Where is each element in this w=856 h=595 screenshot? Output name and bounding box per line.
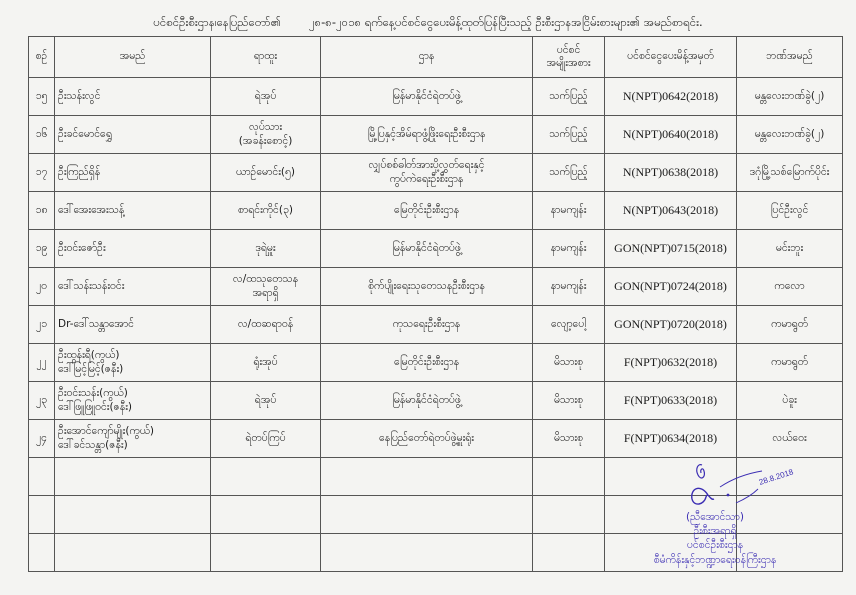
table-row xyxy=(29,192,843,230)
cell-bank xyxy=(737,192,843,230)
cell-no xyxy=(29,192,55,230)
cell-bank xyxy=(737,382,843,420)
cell-dept xyxy=(321,268,533,306)
cell-name-text: Dr-ဒေါ်သန္တာအောင် xyxy=(58,317,134,330)
cell-pension-no xyxy=(605,230,737,268)
cell-bank-text: ပဲခူး xyxy=(782,393,797,406)
signatory-title: ဦးစီးအရာရှိ xyxy=(693,525,737,538)
cell-dept-text: မြန်မာနိုင်ငံရဲတပ်ဖွဲ့ xyxy=(392,241,461,254)
signatory-dept: ပင်စင်ဦးစီးဌာန xyxy=(686,539,744,552)
signatory-name: (ညီအောင်သာ) xyxy=(686,511,744,523)
cell-rank xyxy=(211,230,321,268)
col-bank-header: ဘဏ်အမည် xyxy=(737,37,843,78)
cell-rank-text: လ/ထဆရာဝန် xyxy=(237,317,294,330)
cell-no xyxy=(29,154,55,192)
cell-name xyxy=(55,116,211,154)
cell-pension-no-text: F(NPT)0633(2018) xyxy=(623,393,718,407)
cell-no xyxy=(29,344,55,382)
cell-bank xyxy=(737,78,843,116)
col-pension-no-header: ပင်စင်ငွေပေးမိန့်အမှတ် xyxy=(605,37,737,78)
cell-dept xyxy=(321,230,533,268)
cell-name-text: ဦးထွန်းရီ(ကွယ်) xyxy=(58,349,120,362)
cell-pension-no-text: F(NPT)0634(2018) xyxy=(623,431,718,445)
cell-pension-no xyxy=(605,306,737,344)
cell-name xyxy=(55,230,211,268)
header-title: ၂၈-၈-၂၀၁၈ ရက်နေ့ပင်စင်ငွေပေးမိန့်ထုတ်ပြန်ပြီးသည့် ဦးစီးဌာနအငြိမ်းစားများ၏ အမည်စာရင်း. xyxy=(308,14,703,29)
cell-type xyxy=(533,306,605,344)
cell-pension-no-text: N(NPT)0643(2018) xyxy=(622,203,719,217)
cell-bank-text: ကမာရွတ် xyxy=(771,317,808,330)
cell-no-text: ၂၁ xyxy=(35,317,48,330)
cell-type-text: နာမကျန်း xyxy=(550,241,587,254)
table-row xyxy=(29,306,843,344)
cell-pension-no xyxy=(605,382,737,420)
cell-no xyxy=(29,420,55,458)
cell-name-text: ဦးဝင်းသန်း(ကွယ်) xyxy=(58,387,128,400)
cell-name-text: ဒေါ်အေးအေးသန့် xyxy=(58,203,125,216)
cell-no xyxy=(29,496,55,534)
cell-rank-text: စာရင်းကိုင်(၃) xyxy=(238,203,293,216)
cell-pension-no xyxy=(605,268,737,306)
cell-no xyxy=(29,306,55,344)
cell-no-text: ၁၉ xyxy=(35,241,48,254)
col-type-header xyxy=(533,37,605,78)
cell-no-text: ၁၆ xyxy=(35,127,48,140)
cell-pension-no-text: GON(NPT)0724(2018) xyxy=(614,279,727,293)
cell-name xyxy=(55,154,211,192)
cell-bank xyxy=(737,116,843,154)
cell-type-text: လျော့ပေါ့ xyxy=(550,317,587,330)
cell-name xyxy=(55,344,211,382)
cell-no xyxy=(29,268,55,306)
cell-rank xyxy=(211,344,321,382)
cell-no xyxy=(29,534,55,572)
cell-rank xyxy=(211,458,321,496)
cell-bank xyxy=(737,154,843,192)
cell-rank xyxy=(211,192,321,230)
cell-pension-no xyxy=(605,192,737,230)
cell-rank-text: ယာဉ်မောင်း(၅) xyxy=(236,165,295,178)
cell-bank-text: မန္တလေးဘဏ်ခွဲ(၂) xyxy=(754,127,825,140)
cell-dept xyxy=(321,458,533,496)
cell-bank-text: ပြင်ဦးလွင် xyxy=(770,203,809,216)
cell-type-text: မိသားစု xyxy=(553,355,584,368)
col-no-header: စဉ် xyxy=(29,37,55,78)
cell-type xyxy=(533,268,605,306)
cell-no xyxy=(29,382,55,420)
cell-dept xyxy=(321,534,533,572)
cell-rank xyxy=(211,534,321,572)
signature-block xyxy=(580,510,850,567)
cell-dept-text: မြေတိုင်းဦးစီးဌာန xyxy=(393,203,460,216)
cell-rank-text: လ/ထသုတေသန xyxy=(232,273,299,286)
cell-dept-text: မြို့ပြနှင့်အိမ်ရာဖွံ့ဖြိုးရေးဦးစီးဌာန xyxy=(367,127,486,140)
table-row xyxy=(29,268,843,306)
cell-name xyxy=(55,306,211,344)
cell-dept xyxy=(321,192,533,230)
signature-date: 28.8.2018 xyxy=(757,467,795,487)
cell-pension-no xyxy=(605,78,737,116)
cell-bank xyxy=(737,230,843,268)
cell-name xyxy=(55,382,211,420)
cell-name-text: ဒေါ်ဖြူဖြူဝင်း(ဇနီး) xyxy=(58,400,133,413)
cell-name xyxy=(55,192,211,230)
cell-no xyxy=(29,116,55,154)
cell-bank-text: မင်းဘူး xyxy=(775,241,804,254)
cell-type-text: သက်ပြည့် xyxy=(549,165,588,178)
cell-no-text: ၂၀ xyxy=(35,279,48,292)
cell-bank-text: ကလော xyxy=(774,279,805,292)
cell-dept xyxy=(321,382,533,420)
cell-bank xyxy=(737,306,843,344)
cell-name-text: ဦးဝင်းဇော်ဦး xyxy=(58,241,106,254)
cell-type-text: မိသားစု xyxy=(553,393,584,406)
cell-bank-text: လယ်ဝေး xyxy=(772,431,807,444)
cell-type xyxy=(533,154,605,192)
cell-type xyxy=(533,116,605,154)
cell-dept-text: မြေတိုင်းဦးစီးဌာန xyxy=(393,355,460,368)
cell-bank-text: မန္တလေးဘဏ်ခွဲ(၂) xyxy=(754,89,825,102)
cell-rank xyxy=(211,382,321,420)
cell-type xyxy=(533,420,605,458)
cell-dept xyxy=(321,154,533,192)
cell-name-text: ဒေါ်ခင်သန္တာ(ဇနီး) xyxy=(58,438,128,451)
cell-no xyxy=(29,458,55,496)
cell-no-text: ၂၄ xyxy=(35,431,48,444)
cell-rank-text: ရဲတပ်ကြပ် xyxy=(245,431,286,444)
cell-pension-no-text: GON(NPT)0720(2018) xyxy=(614,317,727,331)
cell-dept xyxy=(321,420,533,458)
cell-no-text: ၁၈ xyxy=(35,203,48,216)
cell-name-text: ဦးအောင်ကျော်မျိုး(ကွယ်) xyxy=(58,425,155,438)
cell-rank-text: လုပ်သား xyxy=(249,121,282,134)
cell-name xyxy=(55,268,211,306)
cell-name-text: ဦးခင်မောင်ရွှေ xyxy=(58,127,112,140)
table-row xyxy=(29,154,843,192)
table-row xyxy=(29,230,843,268)
cell-dept xyxy=(321,344,533,382)
cell-rank xyxy=(211,306,321,344)
cell-pension-no xyxy=(605,116,737,154)
cell-type xyxy=(533,344,605,382)
cell-rank-text: ရဲအုပ် xyxy=(254,393,277,406)
col-type-header-line1: ပင်စင် xyxy=(556,43,581,56)
cell-type-text: မိသားစု xyxy=(553,431,584,444)
cell-rank xyxy=(211,496,321,534)
cell-type-text: နာမကျန်း xyxy=(550,203,587,216)
cell-pension-no xyxy=(605,420,737,458)
cell-dept-text: စိုက်ပျိုးရေးသုတေသနဦးစီးဌာန xyxy=(368,279,485,292)
cell-type xyxy=(533,78,605,116)
cell-dept xyxy=(321,496,533,534)
cell-rank xyxy=(211,78,321,116)
cell-no-text: ၂၂ xyxy=(36,355,47,368)
cell-dept xyxy=(321,306,533,344)
col-rank-header: ရာထူး xyxy=(211,37,321,78)
cell-dept-text: ကွပ်ကဲရေးဦးစီးဌာန xyxy=(389,172,464,185)
col-name-header: အမည် xyxy=(55,37,211,78)
table-row xyxy=(29,344,843,382)
cell-name xyxy=(55,78,211,116)
cell-dept-text: လျှပ်စစ်ဓါတ်အားပို့လွှတ်ရေးနှင့် xyxy=(368,159,485,172)
cell-type xyxy=(533,458,605,496)
cell-pension-no-text: N(NPT)0640(2018) xyxy=(622,127,719,141)
cell-no-text: ၁၅ xyxy=(35,89,48,102)
cell-bank xyxy=(737,344,843,382)
cell-dept-text: ကုသရေးဦးစီးဌာန xyxy=(392,317,461,330)
cell-no-text: ၁၇ xyxy=(35,165,48,178)
col-type-header-line2: အမျိုးအစား xyxy=(546,57,591,69)
cell-bank xyxy=(737,420,843,458)
cell-rank-text: ဒုရဲမှူး xyxy=(255,241,276,254)
table-row xyxy=(29,78,843,116)
cell-rank xyxy=(211,268,321,306)
cell-no-text: ၂၃ xyxy=(35,393,48,406)
cell-rank-text: ရုံးအုပ် xyxy=(253,355,278,368)
cell-dept xyxy=(321,116,533,154)
cell-name xyxy=(55,496,211,534)
cell-dept-text: နေပြည်တော်ရဲတပ်ဖွဲ့မှူးရုံး xyxy=(379,431,474,444)
cell-type-text: သက်ပြည့် xyxy=(549,89,588,102)
cell-rank xyxy=(211,154,321,192)
cell-dept-text: မြန်မာနိုင်ငံရဲတပ်ဖွဲ့ xyxy=(392,393,461,406)
cell-rank-text: အရာရှိ xyxy=(252,286,279,299)
cell-type xyxy=(533,230,605,268)
document-header xyxy=(0,12,856,34)
cell-rank-text: ရဲအုပ် xyxy=(254,89,277,102)
cell-name xyxy=(55,420,211,458)
cell-pension-no-text: GON(NPT)0715(2018) xyxy=(614,241,727,255)
cell-rank xyxy=(211,116,321,154)
header-office: ပင်စင်ဦးစီးဌာန၊နေပြည်တော်၏ xyxy=(153,14,281,29)
cell-type xyxy=(533,382,605,420)
cell-pension-no xyxy=(605,344,737,382)
cell-type-text: နာမကျန်း xyxy=(550,279,587,292)
cell-pension-no xyxy=(605,154,737,192)
signatory-ministry: စီမံကိန်းနှင့်ဘဏ္ဍာရေးဝန်ကြီးဌာန xyxy=(653,553,777,566)
col-dept-header: ဌာန xyxy=(321,37,533,78)
table-row xyxy=(29,382,843,420)
cell-type-text: သက်ပြည့် xyxy=(549,127,588,140)
table-row xyxy=(29,420,843,458)
cell-name-text: ဒေါ်မြင့်မြင့်(ဇနီး) xyxy=(58,362,124,375)
cell-dept xyxy=(321,78,533,116)
cell-name xyxy=(55,534,211,572)
cell-pension-no-text: F(NPT)0632(2018) xyxy=(623,355,718,369)
cell-bank-text: ဒဂုံမြို့သစ်မြောက်ပိုင်း xyxy=(749,165,830,178)
cell-name-text: ဒေါ်သန်းသန်းဝင်း xyxy=(58,279,125,292)
cell-dept-text: မြန်မာနိုင်ငံရဲတပ်ဖွဲ့ xyxy=(392,89,461,102)
cell-bank xyxy=(737,268,843,306)
table-row xyxy=(29,116,843,154)
cell-no xyxy=(29,78,55,116)
cell-no xyxy=(29,230,55,268)
cell-type xyxy=(533,192,605,230)
cell-rank xyxy=(211,420,321,458)
table-header-row xyxy=(29,37,843,78)
cell-name-text: ဦးသန်းလွင် xyxy=(58,89,101,102)
cell-name xyxy=(55,458,211,496)
cell-rank-text: (အခန်းစောင့်) xyxy=(238,134,293,147)
cell-pension-no-text: N(NPT)0638(2018) xyxy=(622,165,719,179)
cell-bank-text: ကမာရွတ် xyxy=(771,355,808,368)
cell-name-text: ဦးကြည်ရှိန် xyxy=(58,165,101,178)
cell-pension-no-text: N(NPT)0642(2018) xyxy=(622,89,719,103)
